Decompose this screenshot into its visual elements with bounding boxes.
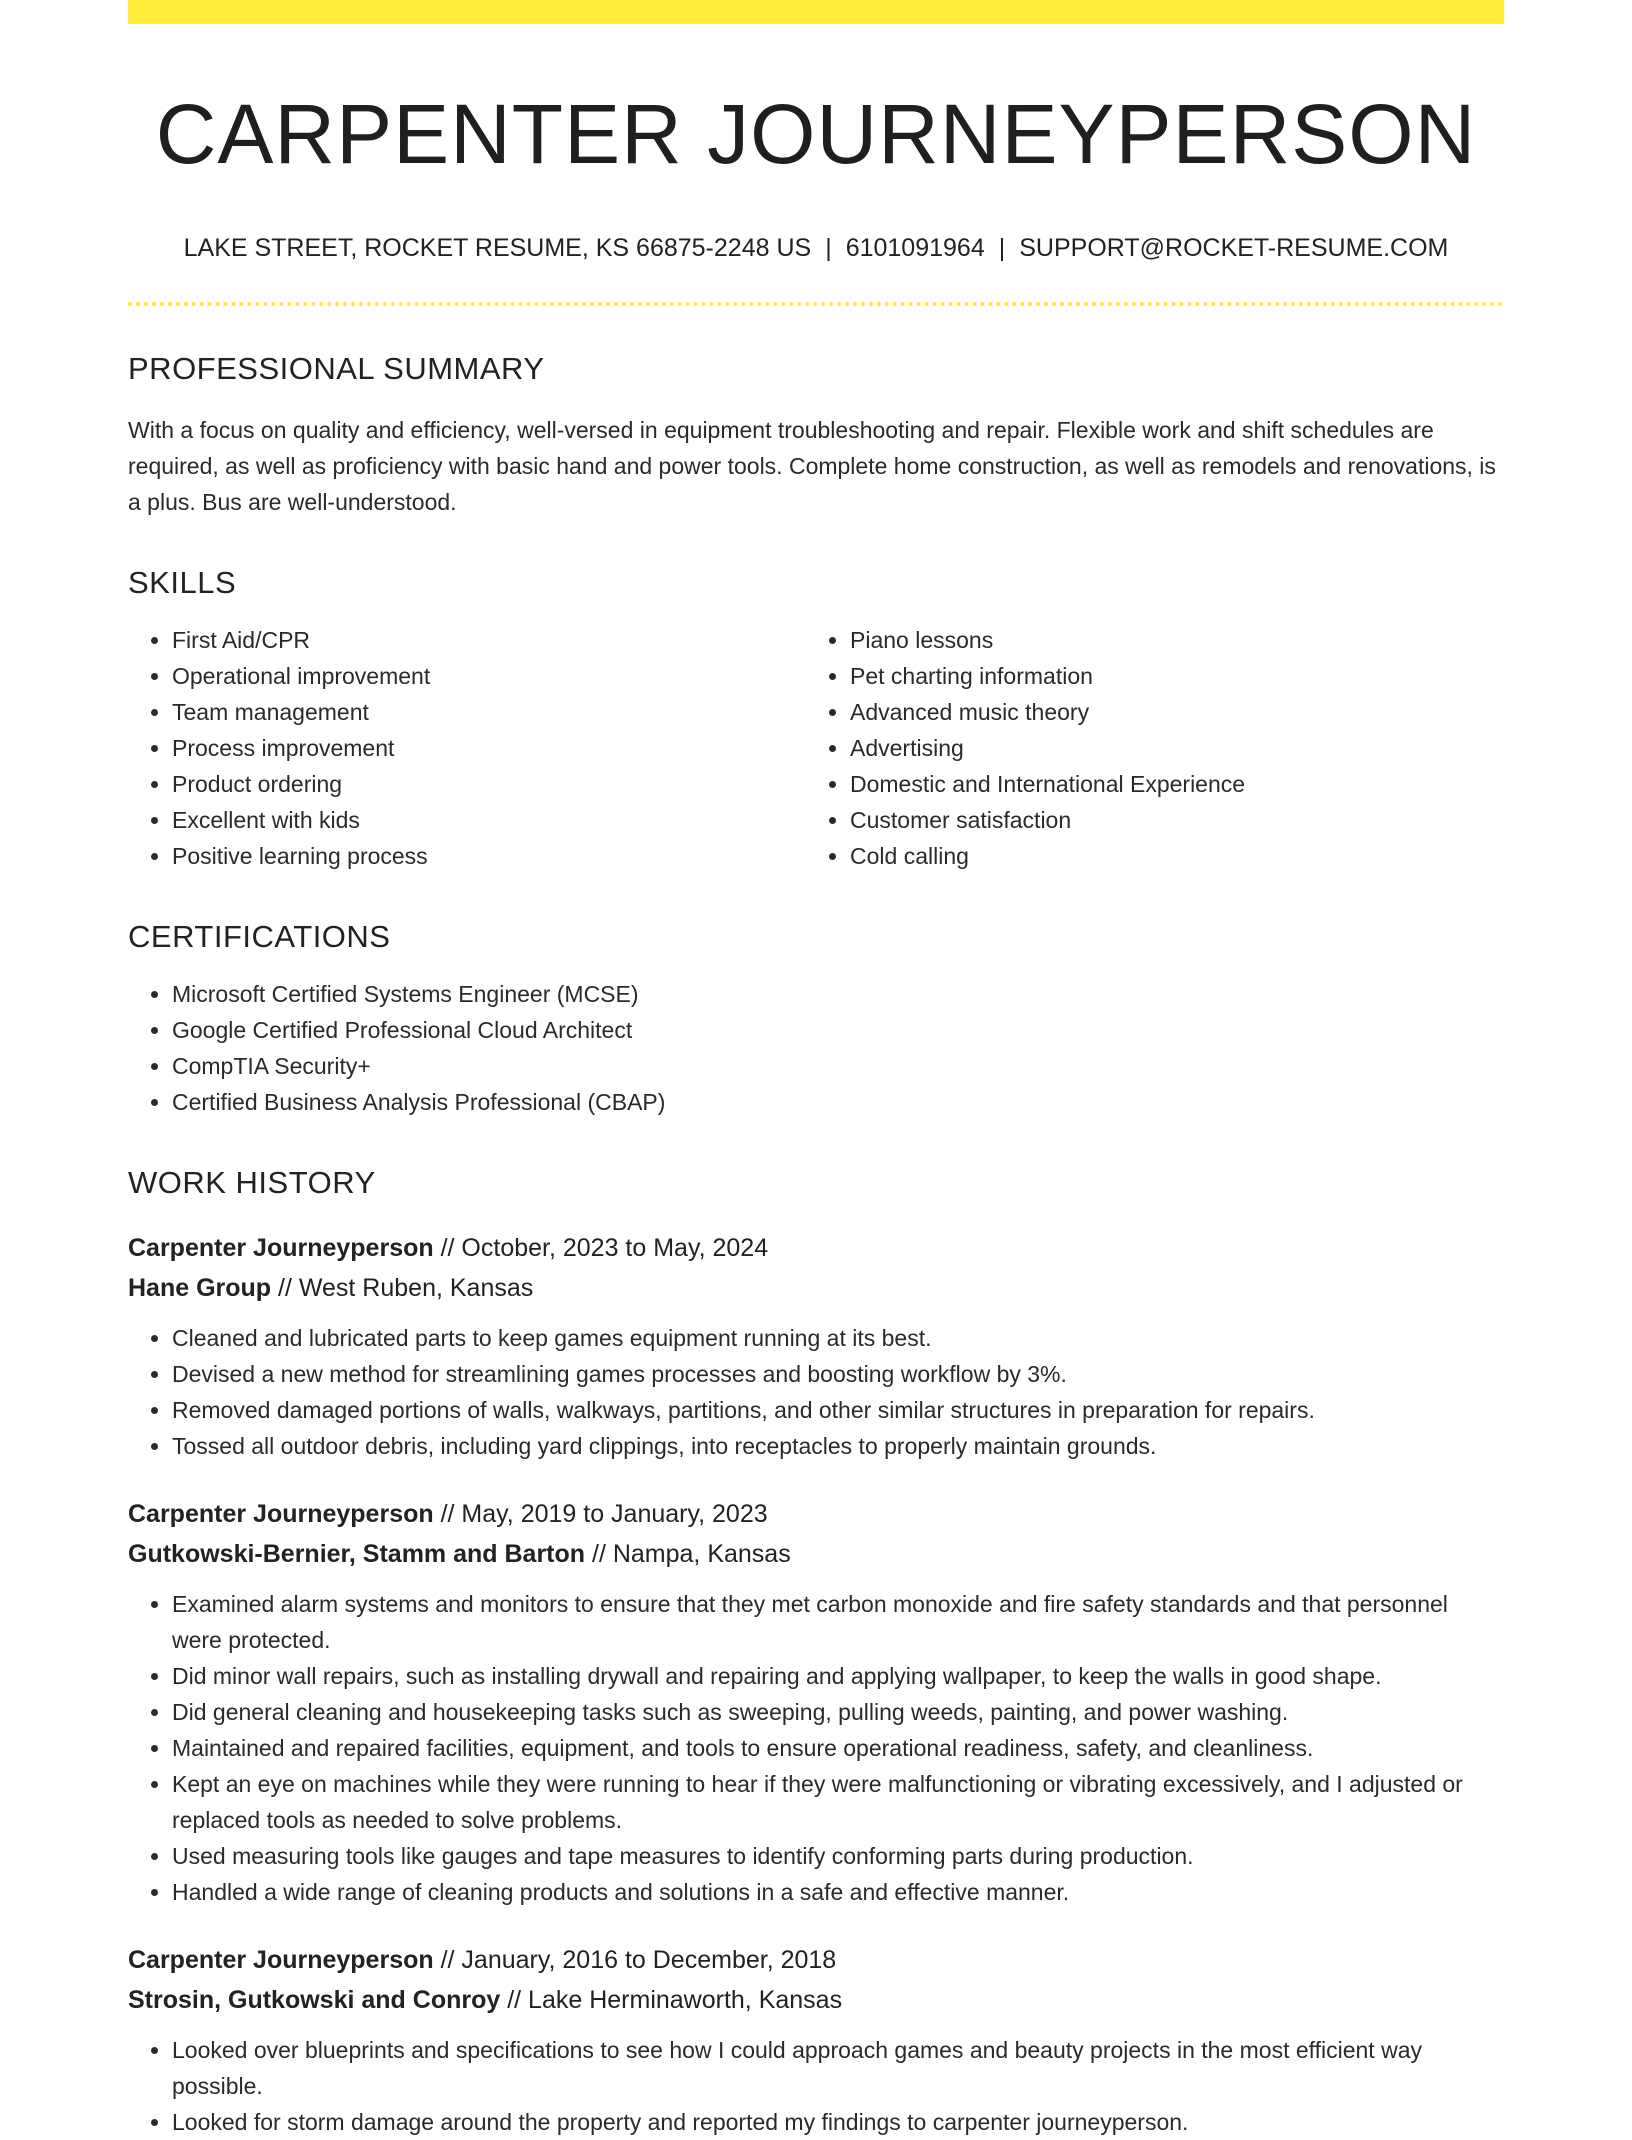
resume-name: CARPENTER JOURNEYPERSON (155, 87, 1477, 181)
job-role: Carpenter Journeyperson (128, 1500, 434, 1528)
job-location: // Nampa, Kansas (585, 1540, 791, 1568)
resume-content (128, 24, 1504, 2140)
job-bullet: • Examined alarm systems and monitors to ensure that they met carbon monoxide and fire safety standards and that personnel were protected. (172, 1586, 1504, 1658)
accent-top-bar (128, 0, 1504, 24)
skill-item: • Piano lessons (850, 622, 1484, 658)
job-bullet: • Devised a new method for streamlining games processes and boosting workflow by 3%. (172, 1356, 1504, 1392)
job-company: Gutkowski-Bernier, Stamm and Barton (128, 1540, 586, 1568)
job-entry (128, 1228, 1504, 1464)
job-bullet: • Used measuring tools like gauges and tape measures to identify conforming parts during production. (172, 1838, 1504, 1874)
job-company-line (128, 1534, 1504, 1574)
skill-item: • Team management (172, 694, 806, 730)
summary-heading: PROFESSIONAL SUMMARY (128, 351, 545, 386)
certification-item: • Google Certified Professional Cloud Architect (172, 1012, 1504, 1048)
skill-item: • Pet charting information (850, 658, 1484, 694)
job-bullets (128, 1320, 1504, 1464)
job-location: // Lake Herminaworth, Kansas (500, 1986, 843, 2014)
skill-item: • Advanced music theory (850, 694, 1484, 730)
skill-item: • Process improvement (172, 730, 806, 766)
job-bullet: • Handled a wide range of cleaning products and solutions in a safe and effective manner. (172, 1874, 1504, 1910)
skill-item: • Product ordering (172, 766, 806, 802)
job-dates: // October, 2023 to May, 2024 (433, 1234, 769, 1262)
certification-item: • CompTIA Security+ (172, 1048, 1504, 1084)
skill-item: • Positive learning process (172, 838, 806, 874)
skills-list-left (128, 622, 806, 874)
job-bullet: • Tossed all outdoor debris, including yard clippings, into receptacles to properly maintain grounds. (172, 1428, 1504, 1464)
contact-line (128, 230, 1504, 266)
contact-email: SUPPORT@ROCKET-RESUME.COM (1019, 234, 1449, 262)
job-role: Carpenter Journeyperson (128, 1234, 434, 1262)
skill-item: • Advertising (850, 730, 1484, 766)
skills-grid (128, 622, 1504, 874)
job-bullet: • Did general cleaning and housekeeping tasks such as sweeping, pulling weeds, painting, and power washing. (172, 1694, 1504, 1730)
contact-phone: 6101091964 (845, 234, 985, 262)
work-history-heading: WORK HISTORY (128, 1165, 376, 1200)
certifications-list (128, 976, 1504, 1120)
skills-list-right (806, 622, 1484, 874)
skill-item: • Domestic and International Experience (850, 766, 1484, 802)
skill-item: • Cold calling (850, 838, 1484, 874)
contact-separator: | (998, 234, 1006, 262)
job-bullets (128, 1586, 1504, 1910)
skill-item: • First Aid/CPR (172, 622, 806, 658)
job-entry (128, 1940, 1504, 2140)
skill-item: • Operational improvement (172, 658, 806, 694)
job-bullet: • Looked for storm damage around the property and reported my findings to carpenter journeyperson. (172, 2104, 1504, 2140)
job-company: Strosin, Gutkowski and Conroy (128, 1986, 501, 2014)
job-title-line (128, 1494, 1504, 1534)
job-company-line (128, 1268, 1504, 1308)
job-location: // West Ruben, Kansas (271, 1274, 534, 1302)
job-title-line (128, 1228, 1504, 1268)
dotted-divider (128, 302, 1504, 306)
certifications-heading: CERTIFICATIONS (128, 919, 391, 954)
contact-address: LAKE STREET, ROCKET RESUME, KS 66875-2248 US (183, 234, 812, 262)
job-title-line (128, 1940, 1504, 1980)
job-entry (128, 1494, 1504, 1910)
job-dates: // May, 2019 to January, 2023 (433, 1500, 768, 1528)
skill-item: • Excellent with kids (172, 802, 806, 838)
job-company: Hane Group (128, 1274, 272, 1302)
job-bullets (128, 2032, 1504, 2140)
job-bullet: • Kept an eye on machines while they were running to hear if they were malfunctioning or vibrating excessively, and I adjusted or replaced tools as needed to solve problems. (172, 1766, 1504, 1838)
job-bullet: • Did minor wall repairs, such as installing drywall and repairing and applying wallpaper, to keep the walls in good shape. (172, 1658, 1504, 1694)
summary-text: With a focus on quality and efficiency, well-versed in equipment troubleshooting and repair. Flexible work and shift schedules are required, as well as proficiency with basic hand and power tools. Complete home construction, as well as remodels and renovations, is a plus. Bus are well-understood. (128, 417, 1496, 515)
contact-separator: | (825, 234, 832, 262)
job-company-line (128, 1980, 1504, 2020)
skills-heading: SKILLS (128, 565, 237, 600)
skill-item: • Customer satisfaction (850, 802, 1484, 838)
job-bullet: • Maintained and repaired facilities, equipment, and tools to ensure operational readiness, safety, and cleanliness. (172, 1730, 1504, 1766)
certification-item: • Certified Business Analysis Professional (CBAP) (172, 1084, 1504, 1120)
job-dates: // January, 2016 to December, 2018 (433, 1946, 837, 1974)
job-bullet: • Cleaned and lubricated parts to keep games equipment running at its best. (172, 1320, 1504, 1356)
job-role: Carpenter Journeyperson (128, 1946, 434, 1974)
job-bullet: • Looked over blueprints and specifications to see how I could approach games and beauty projects in the most efficient way possible. (172, 2032, 1504, 2104)
certification-item: • Microsoft Certified Systems Engineer (MCSE) (172, 976, 1504, 1012)
job-bullet: • Removed damaged portions of walls, walkways, partitions, and other similar structures in preparation for repairs. (172, 1392, 1504, 1428)
